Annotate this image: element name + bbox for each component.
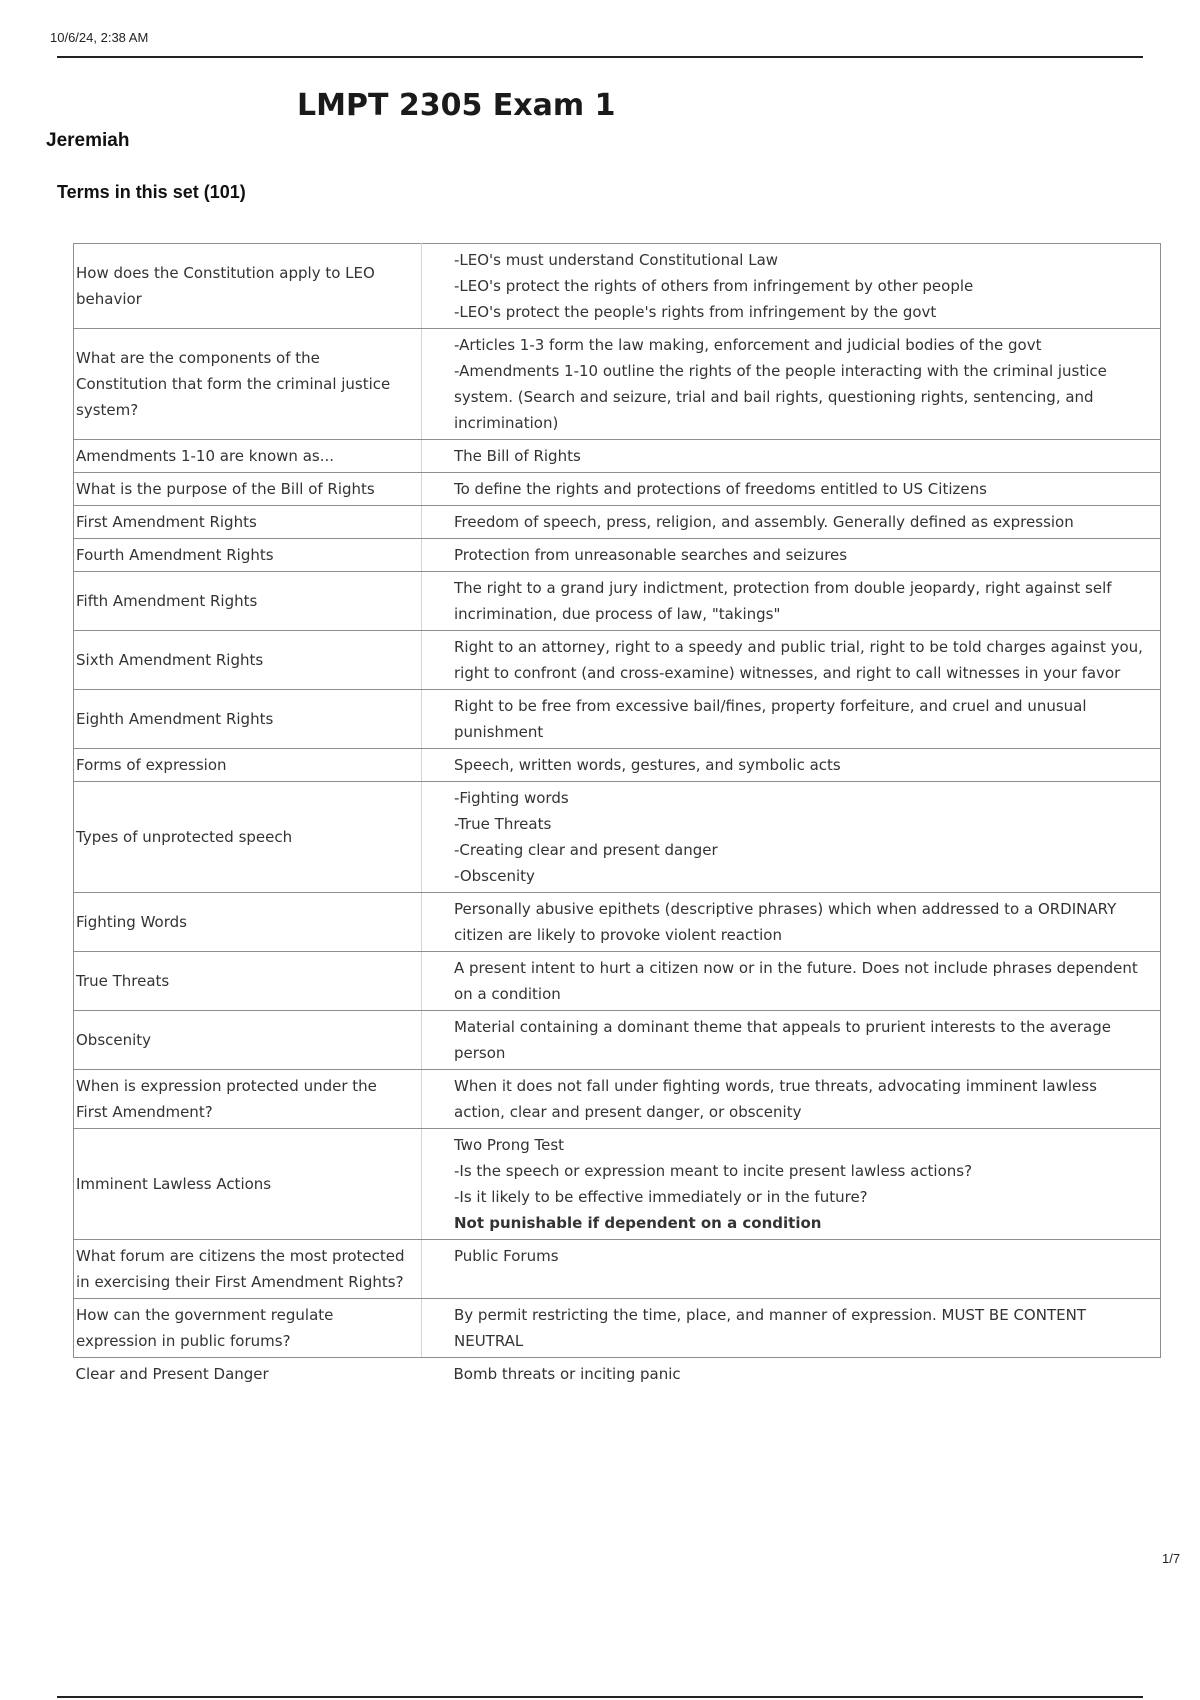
print-date: 10/6/24, 2:38 AM [50, 30, 149, 45]
definition-line: Public Forums [454, 1247, 559, 1265]
definition-cell: Bomb threats or inciting panic [453, 1365, 681, 1383]
term-row [74, 473, 1161, 506]
definition-line: -Fighting words [454, 789, 569, 807]
bottom-divider [57, 1696, 1143, 1698]
definition-cell [422, 952, 1161, 1011]
term-cell: Eighth Amendment Rights [74, 690, 422, 749]
term-row [74, 1070, 1161, 1129]
definition-line: When it does not fall under fighting words, true threats, advocating imminent lawless action, clear and present danger, or obscenity [454, 1077, 1097, 1121]
term-row [74, 782, 1161, 893]
definition-cell [422, 329, 1161, 440]
definition-cell [422, 440, 1161, 473]
definition-line: -Articles 1-3 form the law making, enforcement and judicial bodies of the govt [454, 336, 1042, 354]
definition-cell [422, 506, 1161, 539]
term-row [74, 440, 1161, 473]
page-number: 1/7 [1162, 1551, 1181, 1566]
term-cell: What is the purpose of the Bill of Rights [74, 473, 422, 506]
definition-cell [422, 690, 1161, 749]
term-row [74, 1240, 1161, 1299]
definition-cell [422, 1240, 1161, 1299]
term-row [74, 539, 1161, 572]
term-cell: What are the components of the Constitution that form the criminal justice system? [74, 329, 422, 440]
author-name: Jeremiah [46, 130, 130, 151]
term-cell: Fighting Words [74, 893, 422, 952]
term-cell: First Amendment Rights [74, 506, 422, 539]
term-row [74, 1299, 1161, 1358]
term-row [74, 329, 1161, 440]
term-row [74, 1129, 1161, 1240]
term-row [74, 749, 1161, 782]
term-cell: How does the Constitution apply to LEO behavior [74, 244, 422, 329]
term-row [74, 690, 1161, 749]
definition-line: Two Prong Test [454, 1136, 565, 1154]
term-cell: When is expression protected under the First Amendment? [74, 1070, 422, 1129]
definition-line: A present intent to hurt a citizen now or in the future. Does not include phrases dependent on a condition [454, 959, 1138, 1003]
definition-cell [422, 244, 1161, 329]
definition-line: Speech, written words, gestures, and symbolic acts [454, 756, 841, 774]
top-divider [57, 56, 1143, 58]
term-row [74, 1358, 1161, 1391]
definition-line: -True Threats [454, 815, 552, 833]
definition-line: -Is it likely to be effective immediately or in the future? [454, 1188, 868, 1206]
definition-line: Personally abusive epithets (descriptive phrases) which when addressed to a ORDINARY citizen are likely to provoke violent reaction [454, 900, 1117, 944]
definition-line: The Bill of Rights [454, 447, 581, 465]
definition-cell [422, 1011, 1161, 1070]
term-row [74, 572, 1161, 631]
definition-cell [422, 893, 1161, 952]
term-cell: Fifth Amendment Rights [74, 572, 422, 631]
term-cell: How can the government regulate expression in public forums? [74, 1299, 422, 1358]
definition-line: -LEO's must understand Constitutional Law [454, 251, 779, 269]
terms-count-heading: Terms in this set (101) [57, 182, 246, 202]
definition-cell [422, 1299, 1161, 1358]
term-row [74, 1011, 1161, 1070]
term-cell: Fourth Amendment Rights [74, 539, 422, 572]
term-row [74, 244, 1161, 329]
definition-line: -Obscenity [454, 867, 535, 885]
definition-line: Right to an attorney, right to a speedy and public trial, right to be told charges against you, right to confront (and cross-examine) witnesses, and right to call witnesses in your favor [454, 638, 1143, 682]
definition-line: -LEO's protect the people's rights from infringement by the govt [454, 303, 937, 321]
definition-line: Right to be free from excessive bail/fines, property forfeiture, and cruel and unusual punishment [454, 697, 1087, 741]
definition-cell [422, 1129, 1161, 1240]
definition-line: The right to a grand jury indictment, protection from double jeopardy, right against self incrimination, due process of law, "takings" [454, 579, 1112, 623]
term-cell: Forms of expression [74, 749, 422, 782]
term-cell: Clear and Present Danger [75, 1365, 269, 1383]
term-cell: Imminent Lawless Actions [74, 1129, 422, 1240]
definition-cell [422, 572, 1161, 631]
definition-cell [422, 539, 1161, 572]
definition-line: Material containing a dominant theme that appeals to prurient interests to the average person [454, 1018, 1111, 1062]
terms-table-body [74, 244, 1161, 1391]
term-cell: Types of unprotected speech [74, 782, 422, 893]
term-row [74, 952, 1161, 1011]
definition-line: Protection from unreasonable searches and seizures [454, 546, 848, 564]
definition-line: By permit restricting the time, place, and manner of expression. MUST BE CONTENT NEUTRAL [454, 1306, 1086, 1350]
term-cell: Sixth Amendment Rights [74, 631, 422, 690]
term-cell: What forum are citizens the most protected in exercising their First Amendment Rights? [74, 1240, 422, 1299]
definition-line: -Is the speech or expression meant to incite present lawless actions? [454, 1162, 973, 1180]
definition-cell [422, 473, 1161, 506]
definition-line: Freedom of speech, press, religion, and assembly. Generally defined as expression [454, 513, 1074, 531]
term-cell: Obscenity [74, 1011, 422, 1070]
definition-cell [422, 749, 1161, 782]
terms-table [73, 243, 1161, 1390]
page-title: LMPT 2305 Exam 1 [297, 88, 616, 123]
term-cell: True Threats [74, 952, 422, 1011]
definition-line: To define the rights and protections of freedoms entitled to US Citizens [454, 480, 987, 498]
definition-line: -Creating clear and present danger [454, 841, 718, 859]
definition-cell [422, 631, 1161, 690]
term-cell: Amendments 1-10 are known as... [74, 440, 422, 473]
definition-line: -LEO's protect the rights of others from infringement by other people [454, 277, 974, 295]
term-row [74, 893, 1161, 952]
term-row [74, 506, 1161, 539]
term-row [74, 631, 1161, 690]
definition-bold-line: Not punishable if dependent on a condition [454, 1214, 822, 1232]
definition-cell [422, 782, 1161, 893]
definition-cell [422, 1070, 1161, 1129]
definition-line: -Amendments 1-10 outline the rights of the people interacting with the criminal justice system. (Search and seizure, trial and bail rights, questioning rights, sentencing, and incrimination) [454, 362, 1107, 432]
